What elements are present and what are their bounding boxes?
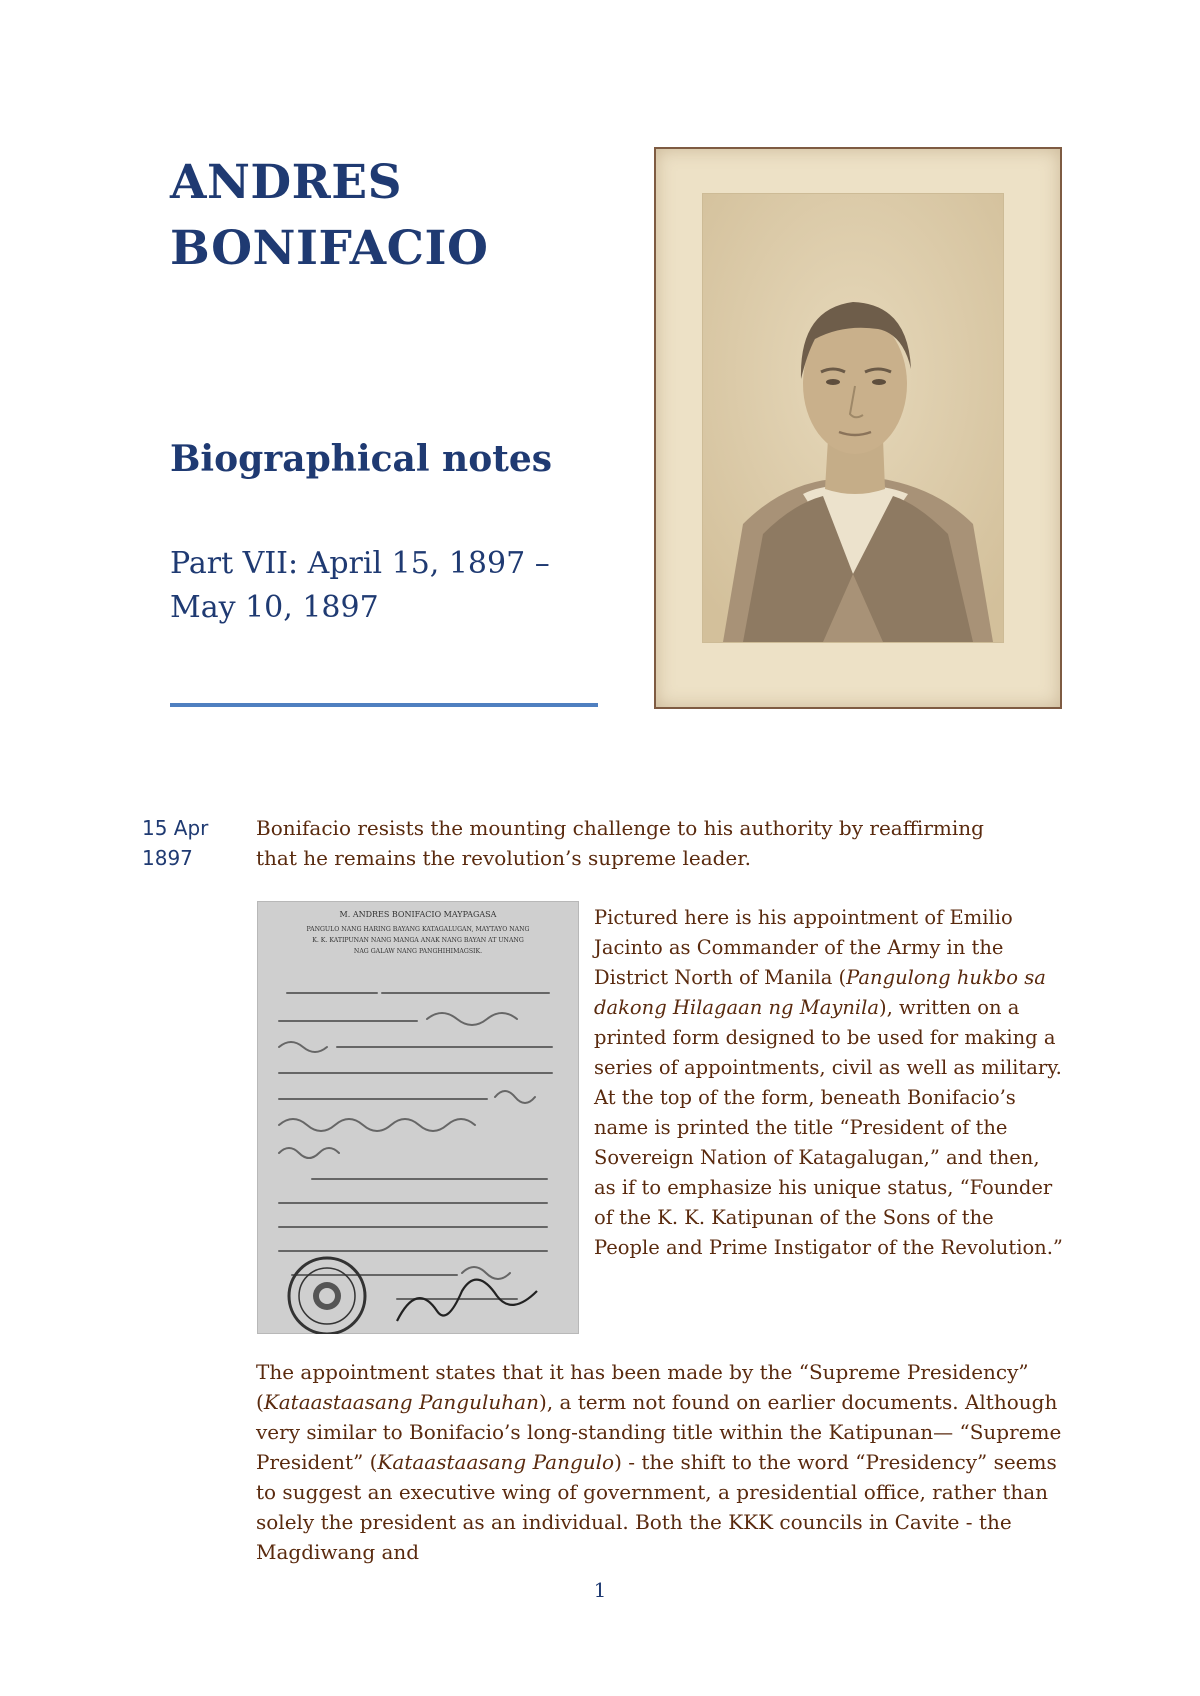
title-divider: [170, 703, 598, 707]
document-title: [170, 150, 488, 282]
entry-lead-line-2: that he remains the revolution’s supreme leader.: [256, 846, 751, 870]
document-subtitle: Biographical notes: [170, 438, 553, 480]
part-line-2: May 10, 1897: [170, 590, 379, 625]
page-number: 1: [593, 1578, 607, 1602]
document-caption: [594, 903, 1064, 1263]
title-line-2: BONIFACIO: [170, 221, 489, 276]
part-heading: [170, 542, 590, 630]
doc-header-line-3: K. K. KATIPUNAN NANG MANGA ANAK NANG BAYAN AT UNANG: [312, 937, 524, 944]
entry-date-year: 1897: [142, 846, 193, 870]
caption-text-1: Pictured here is his appointment of Emilio Jacinto as Commander of the Army in the District North of Manila (: [594, 906, 1013, 989]
body-paragraph: [256, 1357, 1066, 1567]
title-line-1: ANDRES: [170, 155, 403, 210]
doc-header-line-1: M. ANDRES BONIFACIO MAYPAGASA: [339, 910, 497, 919]
portrait-photo: [654, 147, 1062, 709]
body-text-1: The appointment states that it has been made by the “Supreme Presidency” (: [256, 1360, 1029, 1414]
body-text-2: ), a term not found on earlier documents. Although very similar to Bonifacio’s long-standing title within the Katipunan— “Supreme President” (: [256, 1390, 1062, 1474]
body-italic-president-term: Kataastaasang Pangulo: [377, 1450, 615, 1474]
doc-header-line-4: NAG GALAW NANG PANGHIHIMAGSIK.: [353, 948, 483, 955]
body-text-3: ) - the shift to the word “Presidency” seems to suggest an executive wing of government, a presidential office, rather than solely the president as an individual. Both the KKK councils in Cavite - the Magdiwang and: [256, 1450, 1057, 1564]
doc-header-line-2: PANGULO NANG HARING BAYANG KATAGALUGAN, MAYTAYO NANG: [306, 926, 530, 933]
entry-date-day-month: 15 Apr: [142, 816, 209, 840]
caption-text-2: ), written on a printed form designed to be used for making a series of appointments, civil as well as military. At the top of the form, beneath Bonifacio’s name is printed the title “President of the Sovereign Nation of Katagalugan,” and then, as if to emphasize his unique status, “Founder of the K. K. Katipunan of the Sons of the People and Prime Instigator of the Revolution.”: [594, 996, 1063, 1259]
entry-lead-line-1: Bonifacio resists the mounting challenge to his authority by reaffirming: [256, 816, 984, 840]
caption-italic-army-title: Pangulong hukbo sa dakong Hilagaan ng Maynila: [594, 966, 1046, 1019]
appointment-document-image: [257, 901, 579, 1334]
entry-lead-text: [256, 813, 1056, 873]
portrait-image: [703, 194, 1003, 642]
part-line-1: Part VII: April 15, 1897 –: [170, 546, 550, 581]
entry-date: [142, 813, 242, 873]
body-italic-presidency-term: Kataastaasang Panguluhan: [263, 1390, 539, 1414]
